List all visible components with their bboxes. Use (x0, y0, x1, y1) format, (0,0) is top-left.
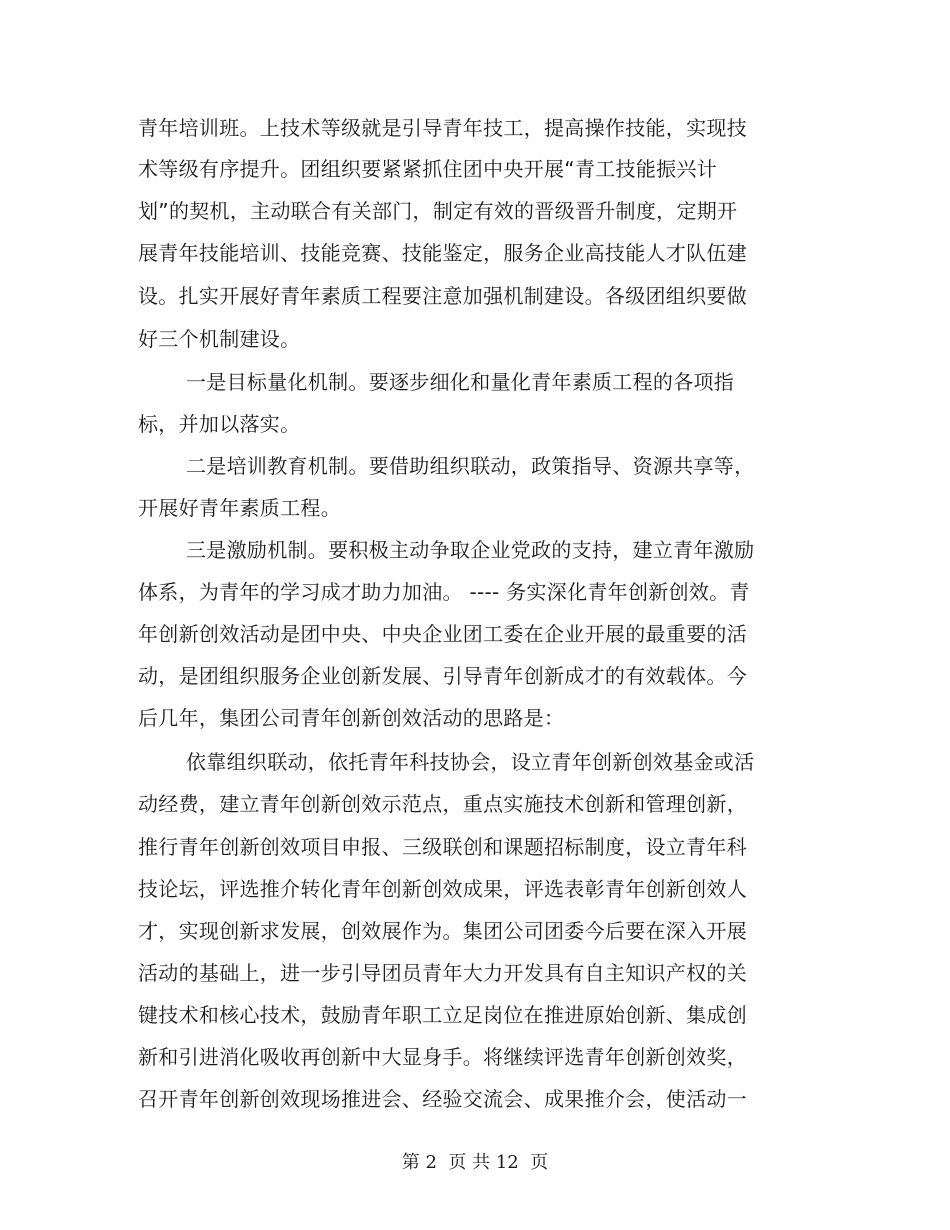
paragraph-first-line: 依靠组织联动，依托青年科技协会，设立青年创新创效基金或活 (186, 750, 755, 774)
text-line: 设。扎实开展好青年素质工程要注意加强机制建设。各级团组织要做 (138, 284, 747, 308)
text-line: 新和引进消化吸收再创新中大显身手。将继续评选青年创新创效奖， (138, 1045, 747, 1069)
paragraph-first-line: 一是目标量化机制。要逐步细化和量化青年素质工程的各项指 (186, 370, 735, 394)
paragraph-first-line: 二是培训教育机制。要借助组织联动，政策指导、资源共享等， (186, 454, 755, 478)
text-line: 术等级有序提升。团组织要紧紧抓住团中央开展“青工技能振兴计 (138, 157, 718, 181)
text-line: 青年培训班。上技术等级就是引导青年技工，提高操作技能，实现技 (138, 116, 747, 140)
page-number-footer: 第 2 页 共 12 页 (401, 1152, 549, 1173)
text-line: 动经费，建立青年创新创效示范点，重点实施技术创新和管理创新， (138, 792, 747, 816)
text-line: 划”的契机，主动联合有关部门，制定有效的晋级晋升制度，定期开 (138, 199, 738, 223)
text-line: 标，并加以落实。 (138, 412, 301, 436)
text-line: 键技术和核心技术，鼓励青年职工立足岗位在推进原始创新、集成创 (138, 1003, 747, 1027)
text-line: 才，实现创新求发展，创效展作为。集团公司团委今后要在深入开展 (138, 919, 747, 943)
text-line: 技论坛，评选推介转化青年创新创效成果，评选表彰青年创新创效人 (138, 877, 747, 901)
text-line: 动，是团组织服务企业创新发展、引导青年创新成才的有效载体。今 (138, 664, 747, 688)
text-line: 年创新创效活动是团中央、中央企业团工委在企业开展的最重要的活 (138, 622, 747, 646)
text-line: 开展好青年素质工程。 (138, 496, 341, 520)
text-line: 召开青年创新创效现场推进会、经验交流会、成果推介会，使活动一 (138, 1087, 747, 1111)
text-line: 推行青年创新创效项目申报、三级联创和课题招标制度，设立青年科 (138, 835, 747, 859)
text-line: 体系，为青年的学习成才助力加油。 ---- 务实深化青年创新创效。青 (138, 580, 750, 604)
paragraph-first-line: 三是激励机制。要积极主动争取企业党政的支持，建立青年激励 (186, 538, 755, 562)
text-line: 好三个机制建设。 (138, 327, 301, 351)
text-line: 展青年技能培训、技能竞赛、技能鉴定，服务企业高技能人才队伍建 (138, 241, 747, 265)
text-line: 后几年，集团公司青年创新创效活动的思路是： (138, 706, 565, 730)
text-line: 活动的基础上，进一步引导团员青年大力开发具有自主知识产权的关 (138, 961, 747, 985)
